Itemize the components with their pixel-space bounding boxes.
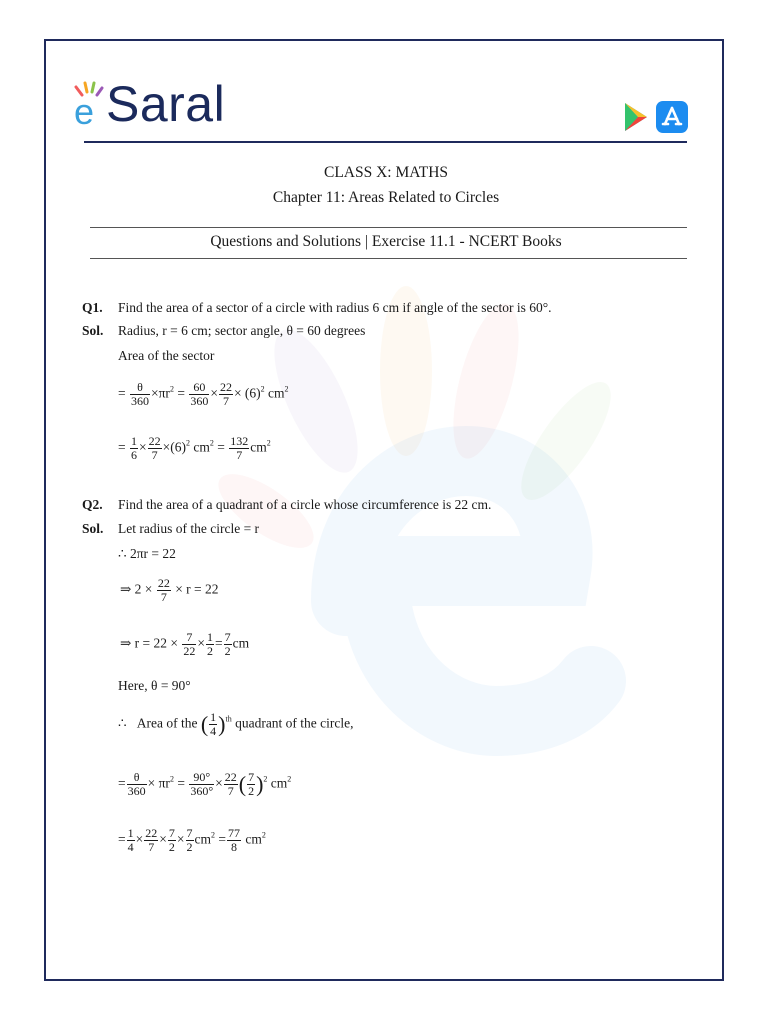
q2-step-3: ⇒ r = 22 × $\frac{7}{22}$ × $\frac{1}{2}$ = $\frac{7}{2}$ cm <box>120 630 250 658</box>
q1-equation-1: = $\frac{\theta}{360}$ $\times\pi r^2$ = $\frac{60}{360}$ × $\frac{22}{7}$ × $(6)^2$ $cm^2$ <box>118 380 289 408</box>
q2-equation-1: = $\frac{\theta}{360}$ × $\pi r^2$ = $\frac{90^\circ}{360^\circ}$ × $\frac{22}{7}$ ( $\frac{7}{2}$ )$^2$ $cm^2$ <box>118 770 292 798</box>
q1-question: Find the area of a sector of a circle with radius 6 cm if angle of the sector is 60°. <box>118 300 552 315</box>
q2-quadrant-line: ∴ Area of the ( $\frac{1}{4}$ )$^{th}$ quadrant of the circle, <box>118 710 354 738</box>
app-store-icon[interactable] <box>656 101 688 133</box>
q2-here: Here, θ = 90° <box>118 678 191 693</box>
q1-label: Q1. <box>82 300 103 315</box>
q2-step-1: ∴ 2πr = 22 <box>118 546 176 561</box>
q2-let: Let radius of the circle = r <box>118 521 260 536</box>
header-divider <box>84 141 687 143</box>
exercise-subtitle: Questions and Solutions | Exercise 11.1 - NCERT Books <box>210 233 562 250</box>
chapter-title: Chapter 11: Areas Related to Circles <box>272 189 500 206</box>
q2-question: Find the area of a quadrant of a circle whose circumference is 22 cm. <box>118 497 492 512</box>
q1-area-label: Area of the sector <box>118 348 215 363</box>
svg-text:e: e <box>74 91 95 131</box>
q1-given: Radius, r = 6 cm; sector angle, θ = 60 degrees <box>118 323 366 338</box>
q2-step-2: ⇒ 2 × $\frac{22}{7}$ × r = 22 <box>120 576 219 604</box>
class-title: CLASS X: MATHS <box>323 164 449 181</box>
logo-wordmark: Saral <box>106 76 226 132</box>
subtitle-bottom-rule <box>90 258 687 259</box>
q2-equation-2: = $\frac{1}{4}$ × $\frac{22}{7}$ × $\frac{7}{2}$ × $\frac{7}{2}$ $cm^2$ = $\frac{77}{8}$ $cm^2$ <box>118 826 266 854</box>
q2-label: Q2. <box>82 497 103 512</box>
google-play-icon[interactable] <box>620 101 652 133</box>
q1-sol-label: Sol. <box>82 323 104 338</box>
document-page <box>44 39 724 981</box>
subtitle-top-rule <box>90 227 687 228</box>
q1-equation-2: = $\frac{1}{6}$ × $\frac{22}{7}$ $\times(6)^2$ $cm^2$ = $\frac{132}{7}$ $cm^2$ <box>118 434 271 462</box>
esaral-logo <box>72 76 226 132</box>
logo-hand-icon <box>72 81 108 131</box>
q2-sol-label: Sol. <box>82 521 104 536</box>
